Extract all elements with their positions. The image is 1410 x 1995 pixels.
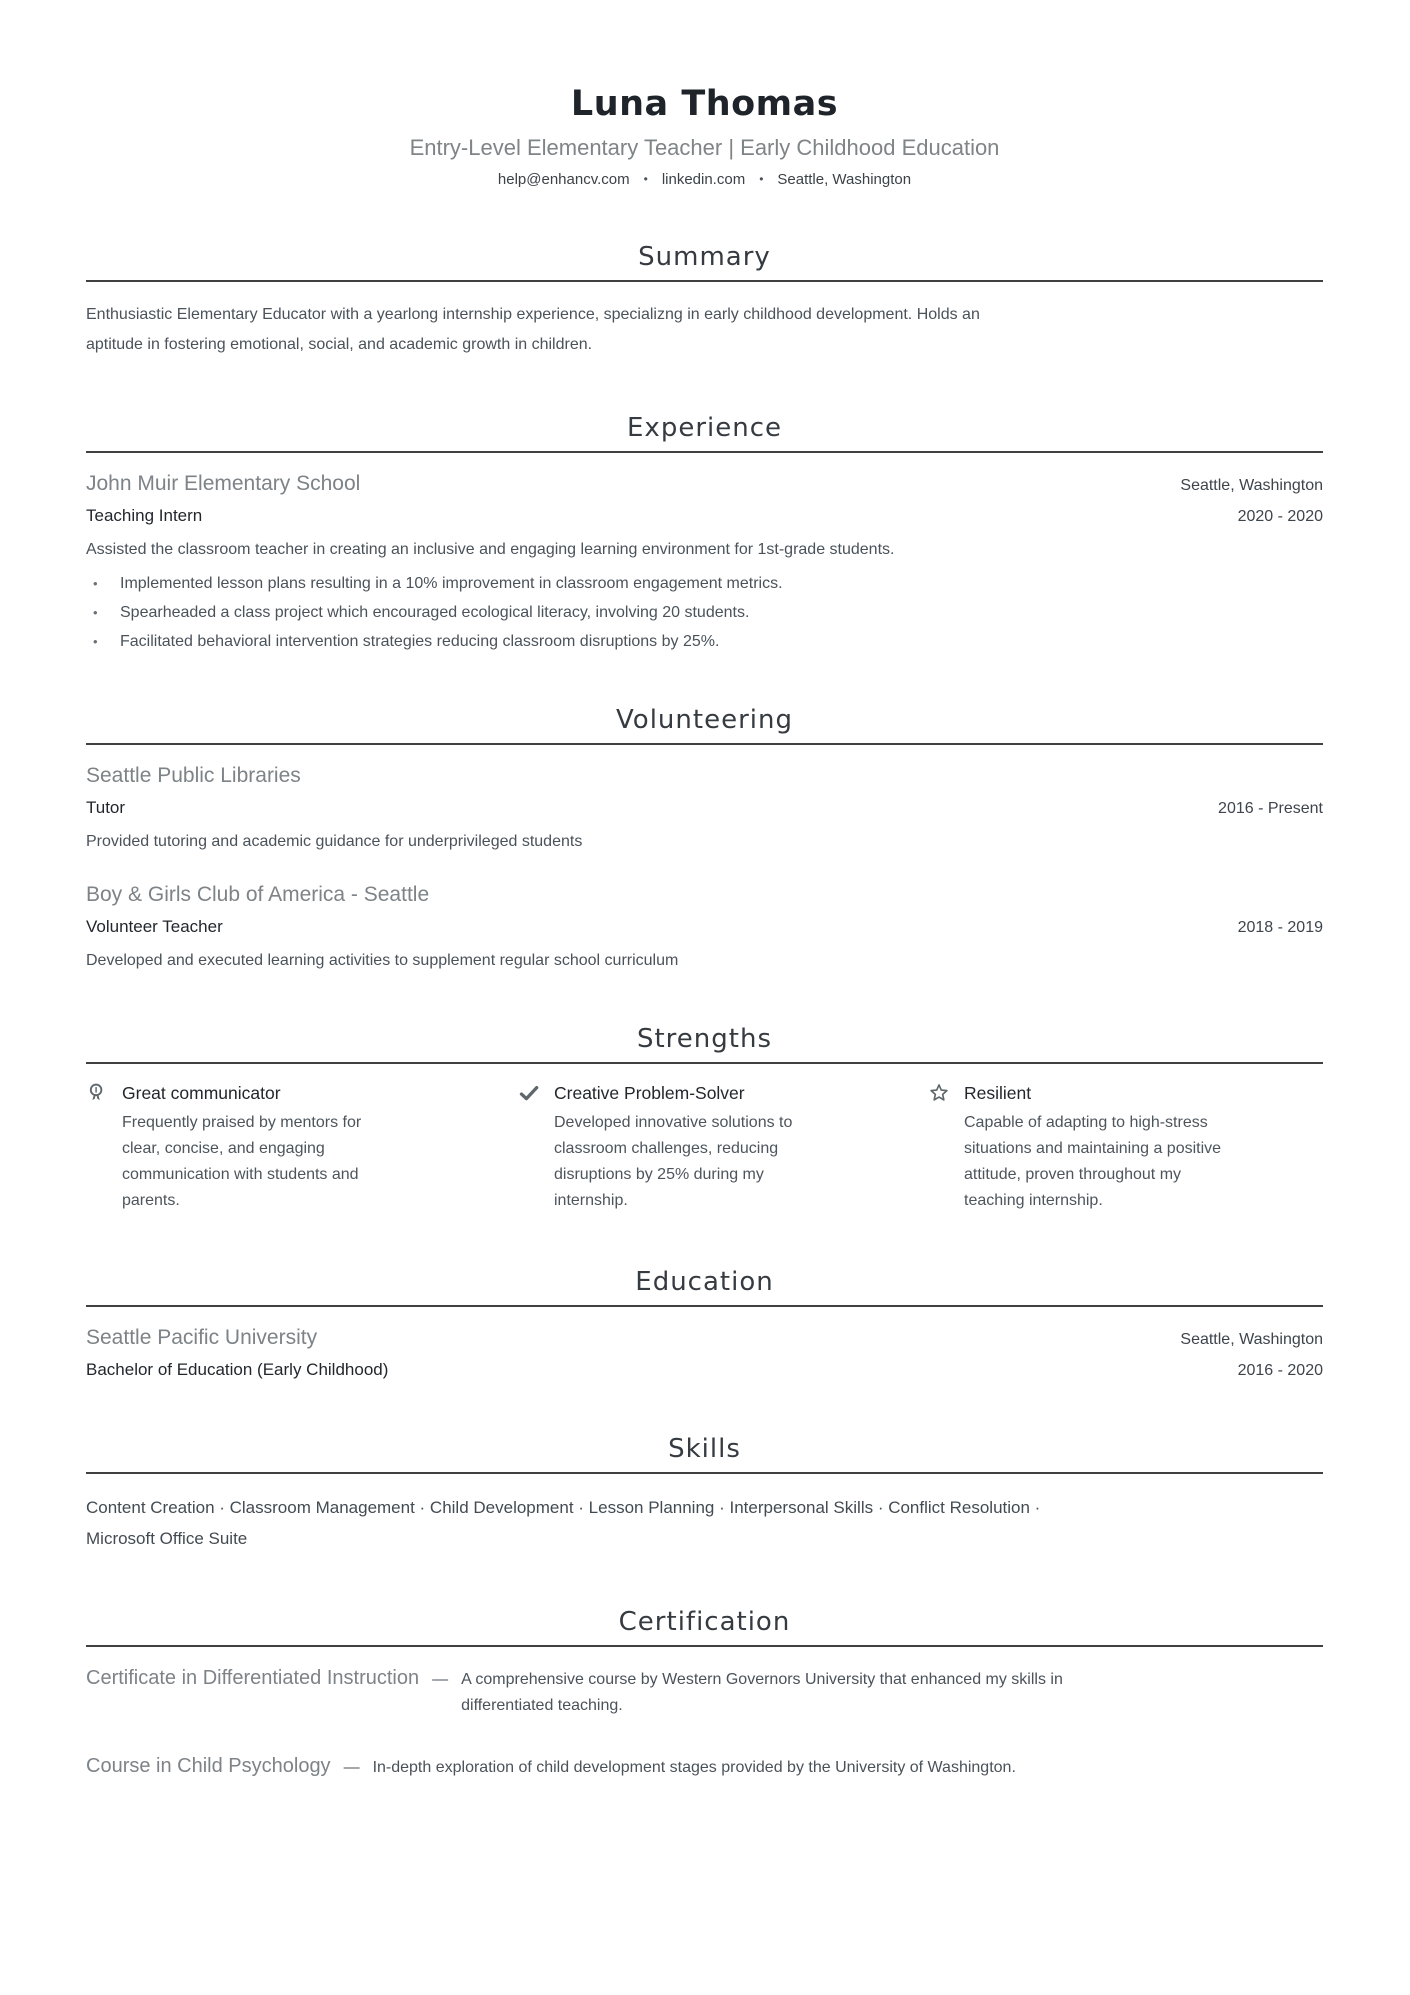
- education-entry: [86, 1325, 1323, 1381]
- strength-title: Creative Problem-Solver: [554, 1083, 745, 1103]
- section-divider: [86, 451, 1323, 453]
- experience-description: Assisted the classroom teacher in creating an inclusive and engaging learning environment for 1st-grade students.: [86, 541, 895, 558]
- volunteering-organization: Seattle Public Libraries: [86, 764, 301, 787]
- experience-bullet: • Spearheaded a class project which encouraged ecological literacy, involving 20 students.: [86, 603, 1323, 623]
- education-location: Seattle, Washington: [1180, 1331, 1323, 1348]
- summary-text: Enthusiastic Elementary Educator with a yearlong internship experience, specializng in early childhood development. Holds an aptitude in fostering emotional, social, and academic growth in children.: [86, 306, 980, 353]
- experience-section: [86, 412, 1323, 652]
- experience-organization: John Muir Elementary School: [86, 472, 361, 495]
- section-divider: [86, 1472, 1323, 1474]
- education-dates: 2016 - 2020: [1237, 1362, 1323, 1379]
- strength-description: Frequently praised by mentors for clear, concise, and engaging communication with students and parents.: [122, 1114, 362, 1209]
- skills-list: Content Creation · Classroom Management · Child Development · Lesson Planning · Interpersonal Skills · Conflict Resolution · Microsoft Office Suite: [86, 1498, 1041, 1548]
- strength-item: [86, 1082, 518, 1214]
- volunteering-description: Developed and executed learning activities to supplement regular school curriculum: [86, 952, 679, 969]
- ribbon-award-icon: [86, 1082, 108, 1104]
- strengths-section: [86, 1023, 1323, 1214]
- section-divider: [86, 1305, 1323, 1307]
- strength-item: [518, 1082, 928, 1214]
- skills-heading: Skills: [668, 1434, 741, 1464]
- certification-entry: [86, 1753, 1323, 1781]
- certification-dash: —: [432, 1671, 449, 1688]
- education-section: [86, 1266, 1323, 1381]
- summary-heading: Summary: [638, 242, 771, 272]
- education-heading: Education: [635, 1267, 774, 1297]
- experience-bullet-list: [86, 574, 1323, 652]
- contact-line: [86, 170, 1323, 189]
- certification-dash: —: [343, 1759, 360, 1776]
- experience-location: Seattle, Washington: [1180, 477, 1323, 494]
- volunteering-entry: [86, 882, 1323, 971]
- candidate-job-title: Entry-Level Elementary Teacher | Early Childhood Education: [409, 135, 1000, 160]
- section-divider: [86, 743, 1323, 745]
- certification-title: Certificate in Differentiated Instruction: [86, 1667, 420, 1689]
- education-institution: Seattle Pacific University: [86, 1326, 318, 1349]
- strengths-heading: Strengths: [636, 1024, 772, 1054]
- experience-heading: Experience: [627, 413, 782, 443]
- contact-separator: •: [643, 172, 648, 186]
- section-divider: [86, 1062, 1323, 1064]
- volunteering-role: Volunteer Teacher: [86, 917, 223, 936]
- certification-heading: Certification: [618, 1607, 791, 1637]
- summary-section: [86, 241, 1323, 360]
- certification-description: A comprehensive course by Western Governors University that enhanced my skills in differentiated teaching.: [461, 1671, 1063, 1714]
- volunteering-description: Provided tutoring and academic guidance for underprivileged students: [86, 833, 583, 850]
- star-icon: [928, 1082, 950, 1104]
- strength-title: Great communicator: [122, 1083, 281, 1103]
- experience-bullet: • Facilitated behavioral intervention strategies reducing classroom disruptions by 25%.: [86, 632, 1323, 652]
- volunteering-role: Tutor: [86, 798, 126, 817]
- strength-title: Resilient: [964, 1083, 1032, 1103]
- certification-title: Course in Child Psychology: [86, 1755, 331, 1777]
- candidate-name: Luna Thomas: [570, 84, 839, 124]
- resume-header: [86, 84, 1323, 189]
- contact-linkedin: linkedin.com: [661, 171, 746, 188]
- experience-role: Teaching Intern: [86, 506, 203, 525]
- strength-item: [928, 1082, 1323, 1214]
- volunteering-dates: 2016 - Present: [1218, 800, 1323, 817]
- strength-description: Developed innovative solutions to classroom challenges, reducing disruptions by 25% during my internship.: [554, 1114, 793, 1209]
- volunteering-dates: 2018 - 2019: [1237, 919, 1323, 936]
- certification-entry: [86, 1665, 1323, 1719]
- contact-separator: •: [759, 172, 764, 186]
- experience-dates: 2020 - 2020: [1237, 508, 1323, 525]
- experience-bullet: • Implemented lesson plans resulting in a 10% improvement in classroom engagement metrics.: [86, 574, 1323, 594]
- section-divider: [86, 1645, 1323, 1647]
- checkmark-icon: [518, 1082, 540, 1104]
- contact-location: Seattle, Washington: [777, 171, 912, 188]
- volunteering-organization: Boy & Girls Club of America - Seattle: [86, 883, 430, 906]
- section-divider: [86, 280, 1323, 282]
- strength-description: Capable of adapting to high-stress situations and maintaining a positive attitude, proven throughout my teaching internship.: [964, 1114, 1222, 1209]
- education-degree: Bachelor of Education (Early Childhood): [86, 1360, 389, 1379]
- certification-description: In-depth exploration of child development stages provided by the University of Washington.: [372, 1759, 1016, 1776]
- experience-entry: [86, 471, 1323, 652]
- certification-section: [86, 1606, 1323, 1781]
- volunteering-heading: Volunteering: [616, 705, 793, 735]
- volunteering-entry: [86, 763, 1323, 852]
- skills-section: [86, 1433, 1323, 1554]
- contact-email: help@enhancv.com: [497, 171, 630, 188]
- volunteering-section: [86, 704, 1323, 971]
